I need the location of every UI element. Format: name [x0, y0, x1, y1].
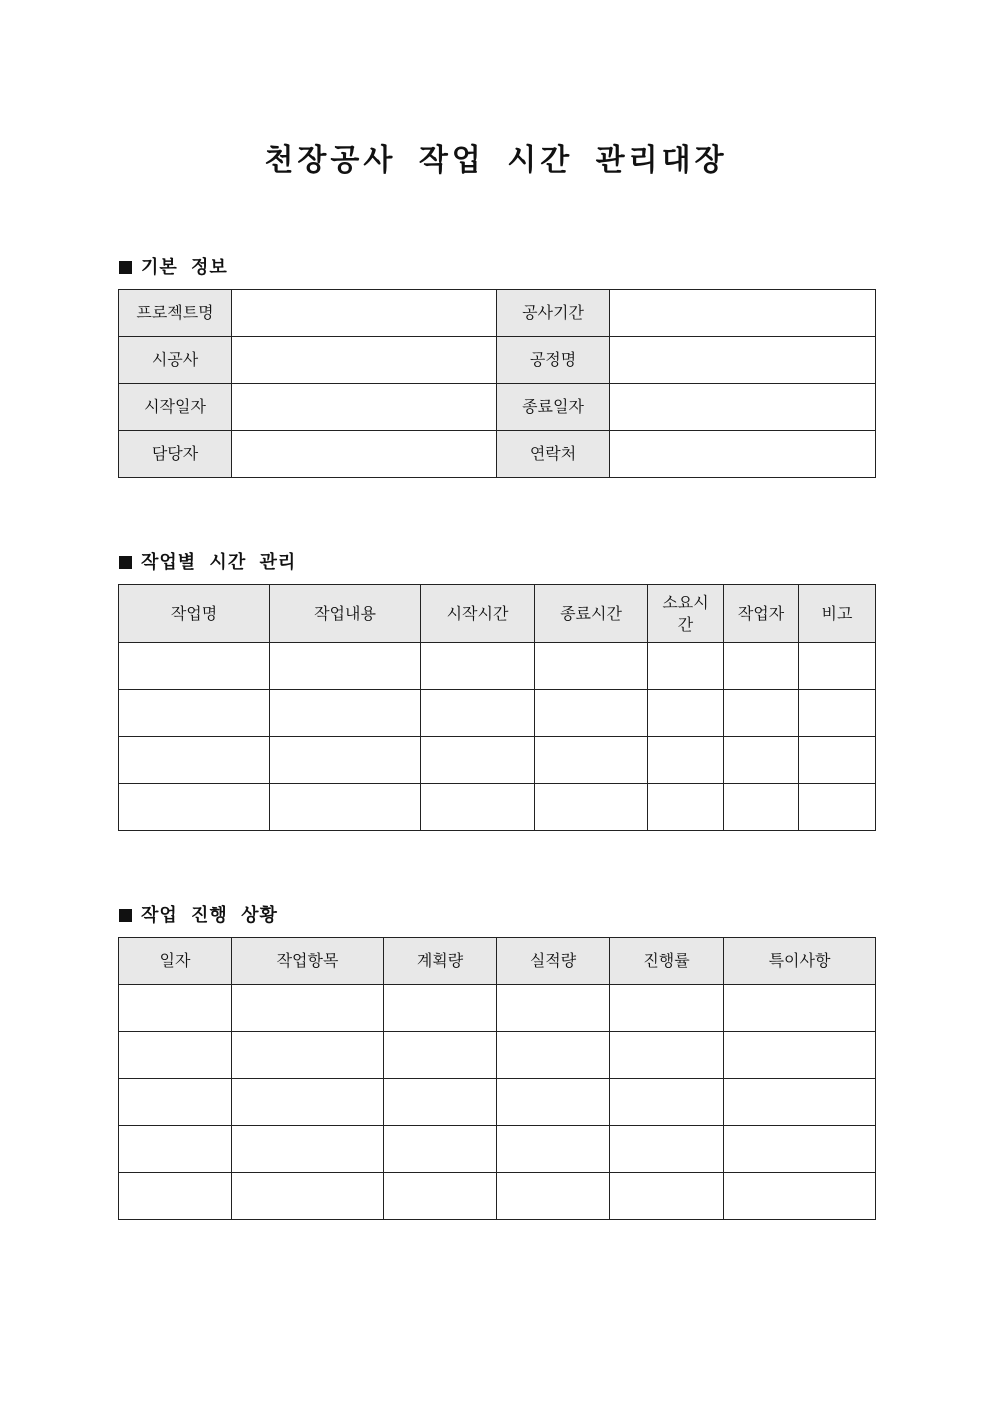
square-bullet-icon: [119, 261, 132, 274]
table-cell[interactable]: [535, 737, 648, 784]
project-name-field[interactable]: [232, 290, 497, 337]
document-title: 천장공사 작업 시간 관리대장: [264, 143, 728, 178]
table-row: [119, 384, 876, 431]
table-cell[interactable]: [270, 737, 421, 784]
process-name-field[interactable]: [610, 337, 876, 384]
column-header: 종료시간: [535, 585, 648, 643]
manager-field[interactable]: [232, 431, 497, 478]
table-row: [119, 431, 876, 478]
work-time-table: [118, 584, 876, 831]
table-cell[interactable]: [232, 1032, 384, 1079]
field-label: 공정명: [497, 337, 610, 384]
construction-period-field[interactable]: [610, 290, 876, 337]
table-cell[interactable]: [119, 643, 270, 690]
column-header: 실적량: [497, 938, 610, 985]
column-header: 작업자: [724, 585, 799, 643]
column-header: 특이사항: [724, 938, 876, 985]
table-row: [119, 690, 876, 737]
table-cell[interactable]: [497, 1173, 610, 1220]
contractor-field[interactable]: [232, 337, 497, 384]
section-label: 작업별 시간 관리: [141, 552, 297, 573]
table-cell[interactable]: [497, 1032, 610, 1079]
table-cell[interactable]: [421, 737, 535, 784]
table-cell[interactable]: [119, 1032, 232, 1079]
table-cell[interactable]: [724, 1032, 876, 1079]
field-label: 공사기간: [497, 290, 610, 337]
table-header-row: [119, 585, 876, 643]
table-cell[interactable]: [497, 985, 610, 1032]
table-cell[interactable]: [232, 1173, 384, 1220]
field-label: 종료일자: [497, 384, 610, 431]
table-cell[interactable]: [232, 1126, 384, 1173]
table-cell[interactable]: [119, 784, 270, 831]
table-cell[interactable]: [799, 737, 876, 784]
table-cell[interactable]: [270, 643, 421, 690]
table-cell[interactable]: [610, 1079, 724, 1126]
table-cell[interactable]: [421, 643, 535, 690]
section-heading-progress: [119, 901, 278, 927]
column-header: 일자: [119, 938, 232, 985]
column-header: 작업명: [119, 585, 270, 643]
table-header-row: [119, 938, 876, 985]
column-header: 소요시 간: [648, 585, 724, 643]
column-header: 진행률: [610, 938, 724, 985]
start-date-field[interactable]: [232, 384, 497, 431]
table-cell[interactable]: [232, 985, 384, 1032]
table-row: [119, 1032, 876, 1079]
table-cell[interactable]: [648, 737, 724, 784]
table-cell[interactable]: [724, 737, 799, 784]
table-cell[interactable]: [610, 1126, 724, 1173]
table-row: [119, 1079, 876, 1126]
table-cell[interactable]: [724, 1173, 876, 1220]
table-cell[interactable]: [799, 784, 876, 831]
table-cell[interactable]: [384, 1079, 497, 1126]
table-cell[interactable]: [535, 784, 648, 831]
column-header: 작업항목: [232, 938, 384, 985]
table-cell[interactable]: [270, 784, 421, 831]
table-cell[interactable]: [648, 784, 724, 831]
basic-info-table: [118, 289, 876, 478]
section-heading-work-time: [119, 548, 296, 574]
table-cell[interactable]: [119, 1173, 232, 1220]
table-row: [119, 784, 876, 831]
table-row: [119, 737, 876, 784]
table-cell[interactable]: [724, 1126, 876, 1173]
table-row: [119, 1126, 876, 1173]
square-bullet-icon: [119, 556, 132, 569]
table-cell[interactable]: [384, 985, 497, 1032]
table-cell[interactable]: [119, 985, 232, 1032]
table-cell[interactable]: [384, 1126, 497, 1173]
column-header: 작업내용: [270, 585, 421, 643]
table-cell[interactable]: [270, 690, 421, 737]
table-cell[interactable]: [535, 690, 648, 737]
field-label: 시공사: [119, 337, 232, 384]
table-row: [119, 985, 876, 1032]
progress-table: [118, 937, 876, 1220]
table-cell[interactable]: [421, 784, 535, 831]
table-cell[interactable]: [724, 985, 876, 1032]
table-cell[interactable]: [384, 1173, 497, 1220]
column-header: 비고: [799, 585, 876, 643]
section-heading-basic-info: [119, 253, 228, 279]
square-bullet-icon: [119, 909, 132, 922]
table-row: [119, 337, 876, 384]
table-cell[interactable]: [119, 1126, 232, 1173]
table-cell[interactable]: [610, 985, 724, 1032]
table-cell[interactable]: [119, 1079, 232, 1126]
column-header: 시작시간: [421, 585, 535, 643]
table-row: [119, 643, 876, 690]
section-label: 기본 정보: [141, 257, 228, 278]
table-cell[interactable]: [648, 643, 724, 690]
field-label: 연락처: [497, 431, 610, 478]
table-cell[interactable]: [610, 1032, 724, 1079]
table-cell[interactable]: [724, 690, 799, 737]
table-cell[interactable]: [232, 1079, 384, 1126]
table-row: [119, 1173, 876, 1220]
table-cell[interactable]: [119, 690, 270, 737]
table-cell[interactable]: [497, 1079, 610, 1126]
section-label: 작업 진행 상황: [141, 905, 278, 926]
table-cell[interactable]: [724, 643, 799, 690]
table-cell[interactable]: [535, 643, 648, 690]
table-cell[interactable]: [648, 690, 724, 737]
table-cell[interactable]: [610, 1173, 724, 1220]
table-cell[interactable]: [724, 1079, 876, 1126]
table-cell[interactable]: [497, 1126, 610, 1173]
field-label: 시작일자: [119, 384, 232, 431]
field-label: 담당자: [119, 431, 232, 478]
table-cell[interactable]: [799, 643, 876, 690]
table-cell[interactable]: [384, 1032, 497, 1079]
column-header: 계획량: [384, 938, 497, 985]
table-row: [119, 290, 876, 337]
table-cell[interactable]: [724, 784, 799, 831]
table-cell[interactable]: [799, 690, 876, 737]
contact-field[interactable]: [610, 431, 876, 478]
field-label: 프로젝트명: [119, 290, 232, 337]
table-cell[interactable]: [119, 737, 270, 784]
table-cell[interactable]: [421, 690, 535, 737]
end-date-field[interactable]: [610, 384, 876, 431]
